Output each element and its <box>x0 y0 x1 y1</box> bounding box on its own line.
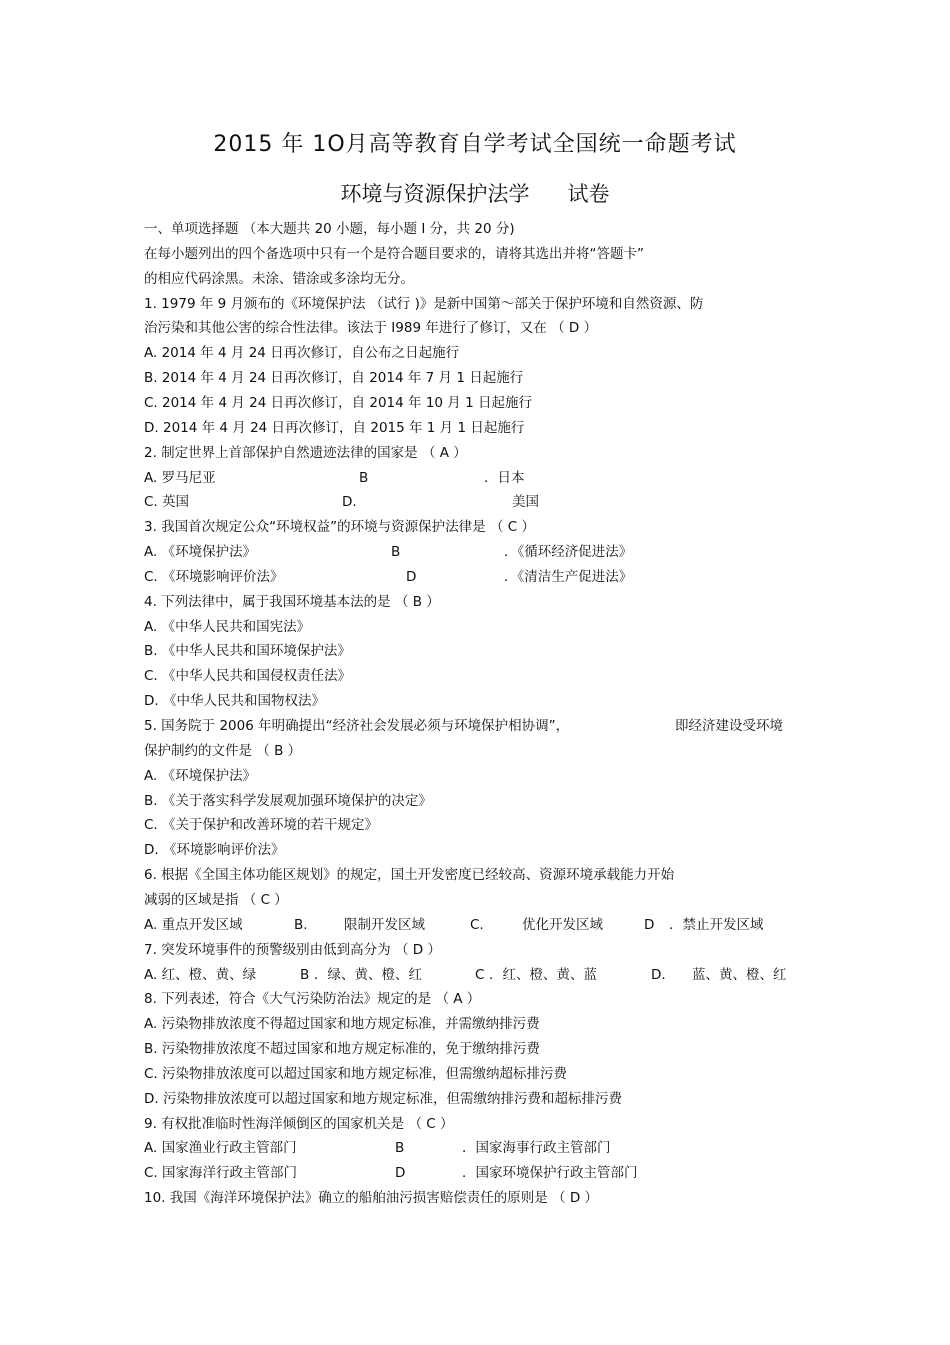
line-segment: ．《循环经济促进法》 <box>504 544 633 561</box>
line-text: 4. 下列法律中，属于我国环境基本法的是 （ B ） <box>144 593 440 610</box>
exam-line <box>144 542 794 562</box>
line-segment: ．国家环境保护行政主管部门 <box>462 1165 638 1182</box>
line-text: B. 污染物排放浓度不超过国家和地方规定标准的，免于缴纳排污费 <box>144 1041 540 1058</box>
line-text: 1. 1979 年 9 月颁布的《环境保护法 （试行 )》是新中国第～部关于保护环境和自然资源、防 <box>144 295 704 312</box>
line-segment: B. <box>294 916 308 933</box>
exam-line <box>144 1039 540 1059</box>
exam-line <box>144 368 523 388</box>
exam-line <box>144 294 703 314</box>
exam-line <box>144 965 794 985</box>
line-segment: ．《清洁生产促进法》 <box>504 568 633 585</box>
exam-line <box>144 940 441 960</box>
line-segment: ．绿、黄、橙、红 <box>314 966 422 983</box>
exam-line <box>144 1188 598 1208</box>
exam-line <box>144 492 794 512</box>
exam-line <box>144 219 515 239</box>
line-segment: B <box>391 544 401 561</box>
exam-line <box>144 517 535 537</box>
exam-line <box>144 815 378 835</box>
exam-title: 2015 年 1O月高等教育自学考试全国统一命题考试 <box>213 132 737 157</box>
line-text: C. 污染物排放浓度可以超过国家和地方规定标准，但需缴纳超标排污费 <box>144 1065 568 1082</box>
exam-line <box>144 393 532 413</box>
line-text: C. 《关于保护和改善环境的若干规定》 <box>144 817 379 834</box>
exam-line <box>144 443 467 463</box>
exam-line <box>144 791 432 811</box>
line-text: C. 《中华人民共和国侵权责任法》 <box>144 668 352 685</box>
exam-line <box>144 766 256 786</box>
exam-line <box>144 244 644 264</box>
line-segment: ．国家海事行政主管部门 <box>462 1140 611 1157</box>
line-segment: C. 《环境影响评价法》 <box>144 568 284 585</box>
exam-line <box>144 1163 794 1183</box>
exam-line <box>144 318 597 338</box>
line-text: A. 污染物排放浓度不得超过国家和地方规定标准，并需缴纳排污费 <box>144 1016 540 1033</box>
line-text: A. 《环境保护法》 <box>144 767 257 784</box>
line-text: D. 污染物排放浓度可以超过国家和地方规定标准，但需缴纳排污费和超标排污费 <box>144 1090 622 1107</box>
line-segment: C. 英国 <box>144 494 190 511</box>
exam-subtitle <box>0 178 950 208</box>
line-text: A. 2014 年 4 月 24 日再次修订，自公布之日起施行 <box>144 345 460 362</box>
exam-line <box>144 567 794 587</box>
line-segment: 美国 <box>512 494 539 511</box>
line-text: 3. 我国首次规定公众“环境权益”的环境与资源保护法律是 （ C ） <box>144 519 535 536</box>
exam-line <box>144 1138 794 1158</box>
line-text: B. 《中华人民共和国环境保护法》 <box>144 643 351 660</box>
exam-line <box>144 890 288 910</box>
line-segment: 优化开发区域 <box>522 916 603 933</box>
exam-line <box>144 1064 567 1084</box>
line-text: 6. 根据《全国主体功能区规划》的规定，国土开发密度已经较高、资源环境承载能力开始 <box>144 867 675 884</box>
line-segment: ．日本 <box>484 469 525 486</box>
line-segment: B <box>359 469 369 486</box>
line-text: 一、单项选择题 （本大题共 20 小题，每小题 I 分，共 20 分) <box>144 221 515 237</box>
line-segment: D. <box>342 494 357 511</box>
line-text: 保护制约的文件是 （ B ） <box>144 742 302 759</box>
line-segment: 限制开发区域 <box>344 916 425 933</box>
line-segment: A. 重点开发区域 <box>144 916 243 933</box>
exam-line <box>144 989 480 1009</box>
paper-label: 试卷 <box>567 182 610 206</box>
line-text: D. 2014 年 4 月 24 日再次修订，自 2015 年 1 月 1 日起施行 <box>144 419 525 436</box>
exam-line <box>144 1089 622 1109</box>
exam-line <box>144 641 351 661</box>
line-segment: B <box>300 966 310 983</box>
line-segment: A. 罗马尼亚 <box>144 469 216 486</box>
line-text: A. 《中华人民共和国宪法》 <box>144 618 311 635</box>
exam-line <box>144 617 310 637</box>
line-text: 9. 有权批准临时性海洋倾倒区的国家机关是 （ C ） <box>144 1115 454 1132</box>
line-segment: 蓝、黄、橙、红 <box>692 966 787 983</box>
line-text: 8. 下列表述，符合《大气污染防治法》规定的是 （ A ） <box>144 991 481 1008</box>
line-text: D. 《环境影响评价法》 <box>144 842 285 859</box>
line-text: 2. 制定世界上首部保护自然遗迹法律的国家是 （ A ） <box>144 444 467 461</box>
exam-line <box>144 592 440 612</box>
line-text: D. 《中华人民共和国物权法》 <box>144 693 325 710</box>
exam-line <box>144 418 524 438</box>
line-segment: B <box>395 1140 405 1157</box>
line-text: 在每小题列出的四个备选项中只有一个是符合题目要求的，请将其选出并将“答题卡” <box>144 245 644 262</box>
exam-line <box>144 840 284 860</box>
line-segment: D. <box>651 966 666 983</box>
line-segment: D <box>395 1165 406 1182</box>
line-text: 治污染和其他公害的综合性法律。该法于 I989 年进行了修订，又在 （ D ） <box>144 320 598 337</box>
exam-line <box>144 915 794 935</box>
exam-line <box>144 741 301 761</box>
line-segment: A. 国家渔业行政主管部门 <box>144 1140 297 1157</box>
line-segment: ．红、橙、黄、蓝 <box>489 966 597 983</box>
exam-line <box>144 1114 453 1134</box>
exam-line <box>144 716 794 736</box>
line-segment: D <box>406 568 417 585</box>
line-segment: ．禁止开发区域 <box>669 916 764 933</box>
line-segment: C. 国家海洋行政主管部门 <box>144 1165 298 1182</box>
exam-line <box>144 691 325 711</box>
subject-name: 环境与资源保护法学 <box>340 182 530 206</box>
line-text: C. 2014 年 4 月 24 日再次修订，自 2014 年 10 月 1 日起施行 <box>144 394 532 411</box>
line-text: B. 2014 年 4 月 24 日再次修订，自 2014 年 7 月 1 日起施行 <box>144 370 524 387</box>
line-segment: D <box>644 916 655 933</box>
line-segment: A. 《环境保护法》 <box>144 544 257 561</box>
exam-line <box>144 269 414 289</box>
line-segment: C. <box>470 916 484 933</box>
line-text: 的相应代码涂黑。未涂、错涂或多涂均无分。 <box>144 270 414 287</box>
line-text: B. 《关于落实科学发展观加强环境保护的决定》 <box>144 792 432 809</box>
line-text: 减弱的区域是指 （ C ） <box>144 891 288 908</box>
exam-line <box>144 666 351 686</box>
exam-line <box>144 343 459 363</box>
line-segment: 即经济建设受环境 <box>675 718 783 734</box>
line-segment: 5. 国务院于 2006 年明确提出“经济社会发展必须与环境保护相协调”， <box>144 718 570 734</box>
exam-line <box>144 468 794 488</box>
line-text: 10. 我国《海洋环境保护法》确立的船舶油污损害赔偿责任的原则是 （ D ） <box>144 1190 599 1207</box>
exam-line <box>144 1014 540 1034</box>
exam-line <box>144 865 674 885</box>
line-text: 7. 突发环境事件的预警级别由低到高分为 （ D ） <box>144 941 441 958</box>
line-segment: A. 红、橙、黄、绿 <box>144 966 257 983</box>
line-segment: C <box>475 966 485 983</box>
